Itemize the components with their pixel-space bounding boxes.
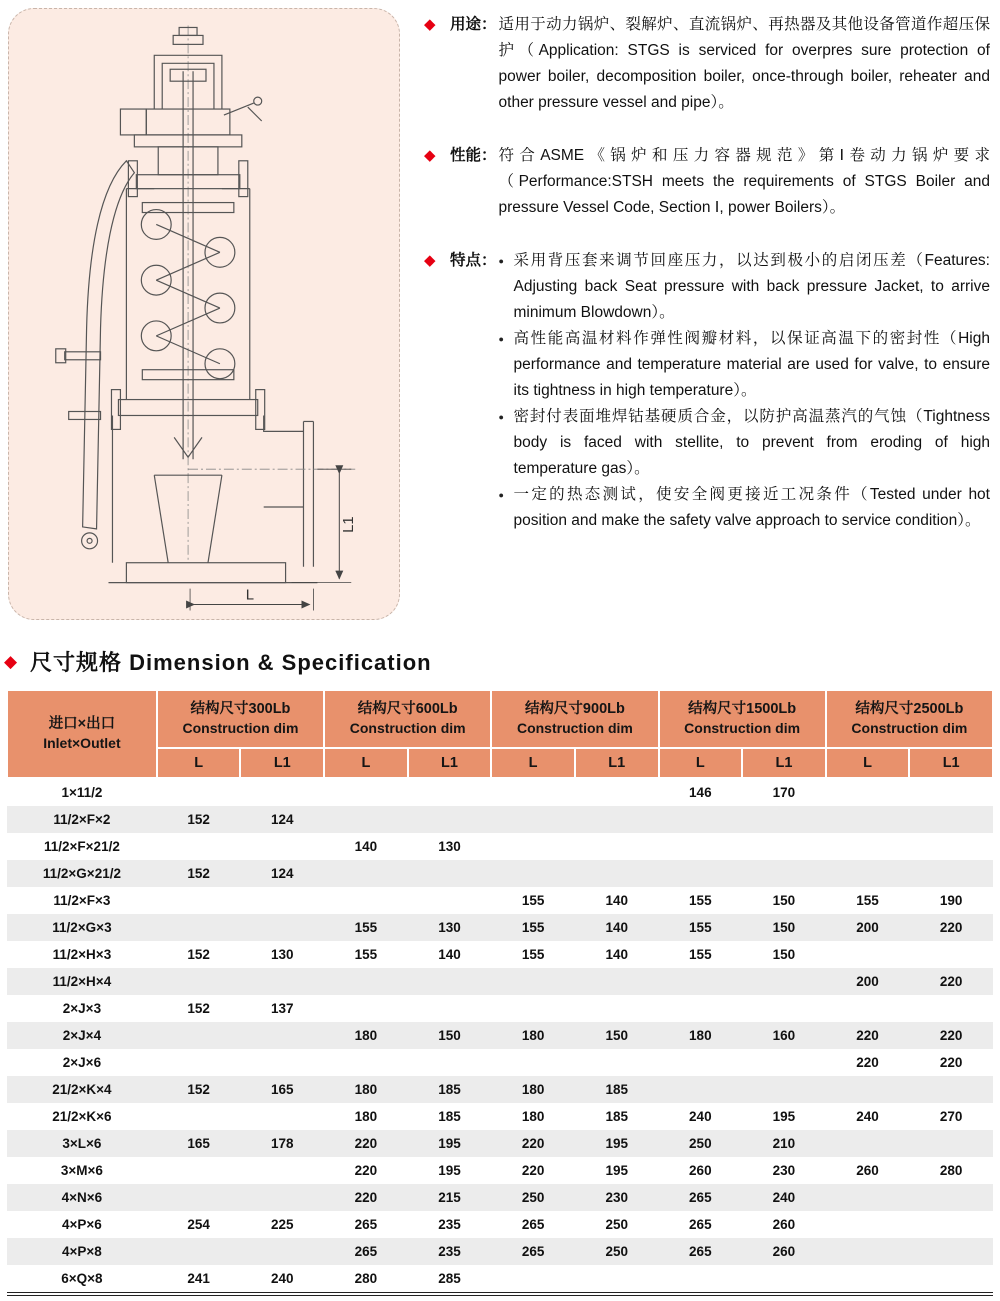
dim-value-cell: 150 [438, 1028, 461, 1043]
table-row [7, 1238, 993, 1265]
dim-value-cell: 195 [438, 1136, 461, 1151]
performance-label: 性能： [450, 147, 497, 164]
features-list [499, 248, 990, 534]
dim-value-cell [157, 1157, 241, 1184]
dim-value-cell [575, 806, 659, 833]
dim-value-cell: 250 [689, 1136, 712, 1151]
dim-value-cell [240, 968, 324, 995]
dim-value-cell [659, 1049, 743, 1076]
dim-value-cell [742, 995, 826, 1022]
group-en: Construction dim [516, 720, 633, 737]
table-row [7, 995, 993, 1022]
dim-value-cell [408, 995, 492, 1022]
dim-value-cell: 155 [354, 920, 378, 935]
dim-value-cell [742, 833, 826, 860]
dim-value-cell [742, 1265, 826, 1294]
group-header-900lb [491, 690, 658, 748]
dim-value-cell [909, 1130, 993, 1157]
dim-value-cell [909, 1238, 993, 1265]
features-label: 特点： [450, 252, 497, 269]
dim-value-cell: 240 [856, 1109, 879, 1124]
subheader-l1: L1 [575, 748, 659, 778]
feature-item [499, 482, 990, 534]
dim-value-cell [659, 860, 743, 887]
dim-value-cell [909, 806, 993, 833]
group-en: Construction dim [182, 720, 299, 737]
dim-value-cell: 241 [187, 1271, 210, 1286]
dim-value-cell [826, 1076, 910, 1103]
table-row [7, 806, 993, 833]
dim-value-cell [909, 995, 993, 1022]
table-body [7, 778, 993, 1294]
dim-value-cell: 225 [271, 1217, 294, 1232]
dim-value-cell: 165 [187, 1136, 210, 1151]
feature-item [499, 404, 990, 482]
dot-bullet-icon: ● [498, 256, 504, 266]
subheader-l: L [491, 748, 575, 778]
dim-value-cell: 170 [772, 785, 796, 800]
dim-value-cell: 155 [689, 893, 712, 908]
dim-value-cell [491, 860, 575, 887]
dim-value-cell: 235 [438, 1244, 461, 1259]
dim-value-cell [826, 833, 910, 860]
dim-value-cell [324, 778, 408, 806]
dim-value-cell [659, 995, 743, 1022]
table-header [7, 690, 993, 778]
performance-text: 符合ASME《锅炉和压力容器规范》第Ⅰ卷动力锅炉要求（Performance:STSH meets the requirements of STGS Boiler and pressure Vessel Code, Section Ⅰ, power Boilers）。 [498, 147, 990, 216]
dim-value-cell: 265 [521, 1244, 545, 1259]
dim-value-cell [408, 887, 492, 914]
dim-value-cell: 220 [354, 1136, 378, 1151]
table-row [7, 1076, 993, 1103]
table-row [7, 1265, 993, 1294]
dim-value-cell: 220 [856, 1028, 879, 1043]
dim-value-cell: 250 [605, 1244, 628, 1259]
valve-drawing-panel [8, 8, 400, 620]
subheader-l1: L1 [240, 748, 324, 778]
table-row [7, 1211, 993, 1238]
dim-value-cell: 230 [605, 1190, 628, 1205]
subheader-l1: L1 [408, 748, 492, 778]
dim-value-cell: 185 [605, 1082, 628, 1097]
dim-value-cell [826, 1130, 910, 1157]
top-section [0, 0, 1000, 620]
dim-value-cell: 260 [856, 1163, 879, 1178]
dim-value-cell: 155 [521, 947, 545, 962]
inlet-outlet-cell: 3×M×6 [60, 1163, 103, 1178]
dim-value-cell [491, 995, 575, 1022]
dim-value-cell [575, 1049, 659, 1076]
inlet-outlet-cell: 11/2×H×4 [52, 974, 112, 989]
dim-value-cell: 185 [438, 1082, 461, 1097]
dim-value-cell [909, 1184, 993, 1211]
dim-value-cell: 155 [354, 947, 378, 962]
dim-value-cell [240, 1022, 324, 1049]
dim-value-cell [909, 1265, 993, 1294]
dim-value-cell [909, 860, 993, 887]
diamond-bullet-icon: ◆ [424, 16, 436, 33]
dim-value-cell: 180 [521, 1082, 545, 1097]
subheader-l1: L1 [909, 748, 993, 778]
inlet-outlet-cell: 1×11/2 [61, 785, 103, 800]
table-row [7, 1022, 993, 1049]
dim-value-cell: 155 [689, 947, 712, 962]
dim-value-cell [157, 778, 241, 806]
dim-value-cell: 220 [939, 1028, 963, 1043]
dim-value-cell: 150 [772, 947, 796, 962]
dim-value-cell: 140 [605, 947, 628, 962]
dim-value-cell: 140 [354, 839, 378, 854]
dim-value-cell: 265 [354, 1217, 378, 1232]
dim-value-cell: 150 [605, 1028, 628, 1043]
dim-value-cell [909, 1211, 993, 1238]
inlet-outlet-cell: 4×P×6 [62, 1217, 102, 1232]
dim-value-cell [826, 941, 910, 968]
section-title-text: 尺寸规格 Dimension & Specification [30, 650, 432, 675]
dim-value-cell: 124 [271, 812, 294, 827]
table-row [7, 778, 993, 806]
dim-value-cell [826, 778, 910, 806]
dim-value-cell: 230 [772, 1163, 796, 1178]
table-row [7, 887, 993, 914]
inlet-outlet-cell: 2×J×4 [62, 1028, 102, 1043]
group-zh: 结构尺寸900Lb [524, 701, 625, 718]
dim-value-cell: 235 [438, 1217, 461, 1232]
dim-value-cell: 155 [689, 920, 712, 935]
dim-value-cell: 280 [939, 1163, 963, 1178]
dim-value-cell: 240 [689, 1109, 712, 1124]
dim-value-cell [240, 887, 324, 914]
dim-value-cell: 285 [438, 1271, 461, 1286]
dim-value-cell [240, 1049, 324, 1076]
inlet-outlet-cell: 11/2×F×2 [53, 812, 111, 827]
dim-value-cell: 220 [856, 1055, 879, 1070]
dim-value-cell [408, 1049, 492, 1076]
dim-value-cell: 200 [856, 920, 879, 935]
dim-value-cell [659, 833, 743, 860]
dim-value-cell: 140 [605, 893, 628, 908]
table-row [7, 968, 993, 995]
dim-value-cell [742, 968, 826, 995]
group-zh: 结构尺寸600Lb [357, 701, 458, 718]
inlet-outlet-cell: 11/2×G×3 [52, 920, 112, 935]
section-features [424, 248, 990, 534]
inlet-outlet-cell: 3×L×6 [62, 1136, 102, 1151]
description-column [400, 8, 994, 620]
dim-value-cell [324, 860, 408, 887]
group-en: Construction dim [349, 720, 466, 737]
dim-value-cell [240, 1184, 324, 1211]
table-row [7, 914, 993, 941]
dim-value-cell: 137 [271, 1001, 294, 1016]
dim-value-cell [408, 968, 492, 995]
inlet-outlet-en: Inlet×Outlet [43, 735, 121, 752]
dim-value-cell [909, 1076, 993, 1103]
table-row [7, 1184, 993, 1211]
dot-bullet-icon: ● [498, 334, 504, 344]
dim-value-cell: 124 [271, 866, 294, 881]
dim-value-cell [157, 1184, 241, 1211]
dim-value-cell [659, 968, 743, 995]
dimension-section-title [4, 646, 998, 677]
dim-value-cell [324, 887, 408, 914]
inlet-outlet-cell: 2×J×6 [62, 1055, 102, 1070]
table-row [7, 833, 993, 860]
dim-value-cell: 250 [605, 1217, 628, 1232]
section-performance [424, 143, 990, 221]
group-zh: 结构尺寸1500Lb [688, 701, 797, 718]
group-zh: 结构尺寸2500Lb [855, 701, 964, 718]
dim-value-cell [408, 860, 492, 887]
diamond-bullet-icon: ◆ [424, 147, 436, 164]
dim-value-cell: 130 [438, 839, 461, 854]
inlet-outlet-zh: 进口×出口 [48, 716, 116, 733]
dim-value-cell [157, 1049, 241, 1076]
dim-value-cell: 265 [521, 1217, 545, 1232]
dim-value-cell: 195 [438, 1163, 461, 1178]
dim-value-cell: 140 [605, 920, 628, 935]
dim-value-cell: 185 [438, 1109, 461, 1124]
inlet-outlet-cell: 2×J×3 [62, 1001, 102, 1016]
dim-value-cell: 280 [354, 1271, 378, 1286]
dim-value-cell: 260 [689, 1163, 712, 1178]
dim-value-cell: 240 [271, 1271, 294, 1286]
dim-value-cell: 220 [521, 1136, 545, 1151]
dim-value-cell [240, 833, 324, 860]
dim-value-cell [575, 1265, 659, 1294]
valve-outline [56, 25, 358, 582]
dim-value-cell: 180 [354, 1028, 378, 1043]
group-header-2500lb [826, 690, 993, 748]
dim-value-cell: 240 [772, 1190, 796, 1205]
inlet-outlet-cell: 4×N×6 [61, 1190, 103, 1205]
dim-value-cell [575, 860, 659, 887]
dim-value-cell [324, 968, 408, 995]
dim-value-cell [826, 1184, 910, 1211]
dimension-table [6, 689, 994, 1296]
dim-value-cell [491, 968, 575, 995]
dim-value-cell: 220 [354, 1163, 378, 1178]
application-text: 适用于动力锅炉、裂解炉、直流锅炉、再热器及其他设备管道作超压保护（Application: STGS is serviced for overpres sure protection of power boiler, decomposition boiler, once-through boiler, reheater and other pressure vessel and pipe）。 [498, 16, 990, 111]
dim-value-cell [324, 806, 408, 833]
section-application [424, 12, 990, 116]
subheader-l: L [157, 748, 241, 778]
dim-value-cell: 140 [438, 947, 461, 962]
feature-text: 密封付表面堆焊钴基硬质合金，以防护高温蒸汽的气蚀（Tightness body is faced with stellite, to prevent from eroding of high temperature gas）。 [513, 408, 990, 477]
dim-value-cell [157, 914, 241, 941]
dim-value-cell: 130 [438, 920, 461, 935]
table-row [7, 1103, 993, 1130]
dim-value-cell [909, 833, 993, 860]
dim-value-cell [742, 860, 826, 887]
table-row [7, 941, 993, 968]
dim-value-cell: 220 [939, 920, 963, 935]
dim-value-cell [157, 1103, 241, 1130]
group-en: Construction dim [851, 720, 968, 737]
dim-value-cell [826, 860, 910, 887]
valve-technical-drawing [9, 9, 399, 619]
dim-value-cell [909, 778, 993, 806]
dim-value-cell: 155 [521, 893, 545, 908]
feature-text: 采用背压套来调节回座压力，以达到极小的启闭压差（Features: Adjusting back Seat pressure with back pressure Jacket, to arrive minimum Blowdown）。 [513, 252, 990, 321]
dim-value-cell: 152 [187, 947, 210, 962]
table-row [7, 860, 993, 887]
dim-value-cell: 265 [689, 1190, 712, 1205]
subheader-l1: L1 [742, 748, 826, 778]
group-header-600lb [324, 690, 491, 748]
dim-value-cell [659, 806, 743, 833]
dim-value-cell: 155 [521, 920, 545, 935]
dim-value-cell [909, 941, 993, 968]
dim-value-cell: 152 [187, 812, 210, 827]
dim-value-cell [491, 1049, 575, 1076]
inlet-outlet-cell: 21/2×K×6 [52, 1109, 112, 1124]
dim-value-cell [491, 806, 575, 833]
dim-value-cell: 265 [689, 1244, 712, 1259]
dim-value-cell: 160 [772, 1028, 796, 1043]
group-header-1500lb [659, 690, 826, 748]
dimension-l1-label: L1 [340, 516, 358, 533]
diamond-bullet-icon: ◆ [4, 651, 18, 671]
feature-item [499, 326, 990, 404]
dim-value-cell: 180 [689, 1028, 712, 1043]
dim-value-cell: 254 [187, 1217, 210, 1232]
dim-value-cell: 180 [521, 1028, 545, 1043]
dim-value-cell [491, 1265, 575, 1294]
dim-value-cell: 195 [772, 1109, 796, 1124]
dim-value-cell [408, 778, 492, 806]
dim-value-cell: 195 [605, 1163, 628, 1178]
dim-value-cell [157, 887, 241, 914]
feature-text: 高性能高温材料作弹性阀瓣材料，以保证高温下的密封性（High performance and temperature material are used for valve, to ensure its tightness in high temperature）。 [513, 330, 990, 399]
dim-value-cell: 260 [772, 1244, 796, 1259]
table-row [7, 1157, 993, 1184]
dim-value-cell: 180 [354, 1109, 378, 1124]
dim-value-cell [240, 914, 324, 941]
dim-value-cell: 220 [939, 974, 963, 989]
inlet-outlet-cell: 11/2×H×3 [52, 947, 112, 962]
inlet-outlet-cell: 6×Q×8 [61, 1271, 103, 1286]
dim-value-cell: 220 [939, 1055, 963, 1070]
dim-value-cell [575, 995, 659, 1022]
subheader-l: L [826, 748, 910, 778]
dim-value-cell: 130 [271, 947, 294, 962]
dim-value-cell [826, 1265, 910, 1294]
dim-value-cell: 270 [939, 1109, 963, 1124]
dim-value-cell: 152 [187, 1001, 210, 1016]
diamond-bullet-icon: ◆ [424, 252, 436, 269]
dim-value-cell [826, 995, 910, 1022]
application-label: 用途： [450, 16, 497, 33]
dim-value-cell: 250 [521, 1190, 545, 1205]
feature-item [499, 248, 990, 326]
dim-value-cell [659, 1076, 743, 1103]
inlet-outlet-cell: 11/2×F×21/2 [44, 839, 120, 854]
dim-value-cell: 210 [772, 1136, 796, 1151]
dim-value-cell: 152 [187, 1082, 210, 1097]
dim-value-cell [240, 1157, 324, 1184]
dim-value-cell [240, 1238, 324, 1265]
dim-value-cell: 265 [689, 1217, 712, 1232]
dimension-l-label: L [245, 586, 255, 604]
dim-value-cell: 150 [772, 893, 796, 908]
dim-value-cell: 180 [521, 1109, 545, 1124]
dim-value-cell: 190 [939, 893, 963, 908]
dim-value-cell: 265 [354, 1244, 378, 1259]
dim-value-cell [240, 1103, 324, 1130]
dim-value-cell [240, 778, 324, 806]
dim-value-cell [742, 1076, 826, 1103]
dim-value-cell [826, 806, 910, 833]
dim-value-cell [324, 995, 408, 1022]
inlet-outlet-cell: 11/2×G×21/2 [42, 866, 121, 881]
dim-value-cell: 220 [354, 1190, 378, 1205]
inlet-outlet-cell: 11/2×F×3 [53, 893, 111, 908]
subheader-l: L [659, 748, 743, 778]
dim-value-cell: 165 [271, 1082, 294, 1097]
subheader-l: L [324, 748, 408, 778]
dim-value-cell: 146 [689, 785, 712, 800]
dim-value-cell [157, 1022, 241, 1049]
dim-value-cell [157, 968, 241, 995]
dim-value-cell: 260 [772, 1217, 796, 1232]
dim-value-cell: 200 [856, 974, 879, 989]
dim-value-cell [491, 778, 575, 806]
dim-value-cell: 180 [354, 1082, 378, 1097]
dim-value-cell: 150 [772, 920, 796, 935]
dim-value-cell: 155 [856, 893, 879, 908]
feature-text: 一定的热态测试，使安全阀更接近工况条件（Tested under hot position and make the safety valve approach to service condition）。 [513, 486, 990, 529]
inlet-outlet-header [7, 690, 157, 778]
dim-value-cell [575, 778, 659, 806]
dim-value-cell [157, 833, 241, 860]
dim-value-cell: 215 [438, 1190, 461, 1205]
dim-value-cell: 195 [605, 1136, 628, 1151]
table-row [7, 1130, 993, 1157]
dim-value-cell [826, 1211, 910, 1238]
dim-value-cell [826, 1238, 910, 1265]
dim-value-cell: 185 [605, 1109, 628, 1124]
dim-value-cell [408, 806, 492, 833]
group-en: Construction dim [684, 720, 801, 737]
dim-value-cell [742, 806, 826, 833]
dim-value-cell [659, 1265, 743, 1294]
group-header-300lb [157, 690, 324, 748]
group-zh: 结构尺寸300Lb [190, 701, 291, 718]
dim-value-cell: 220 [521, 1163, 545, 1178]
dot-bullet-icon: ● [498, 412, 504, 422]
dim-value-cell [575, 968, 659, 995]
dim-value-cell [491, 833, 575, 860]
table-row [7, 1049, 993, 1076]
dim-value-cell [575, 833, 659, 860]
inlet-outlet-cell: 21/2×K×4 [52, 1082, 112, 1097]
dim-value-cell [324, 1049, 408, 1076]
dot-bullet-icon: ● [498, 490, 504, 500]
dim-value-cell [742, 1049, 826, 1076]
dim-value-cell [157, 1238, 241, 1265]
inlet-outlet-cell: 4×P×8 [62, 1244, 102, 1259]
dim-value-cell: 152 [187, 866, 210, 881]
dim-value-cell: 178 [271, 1136, 294, 1151]
